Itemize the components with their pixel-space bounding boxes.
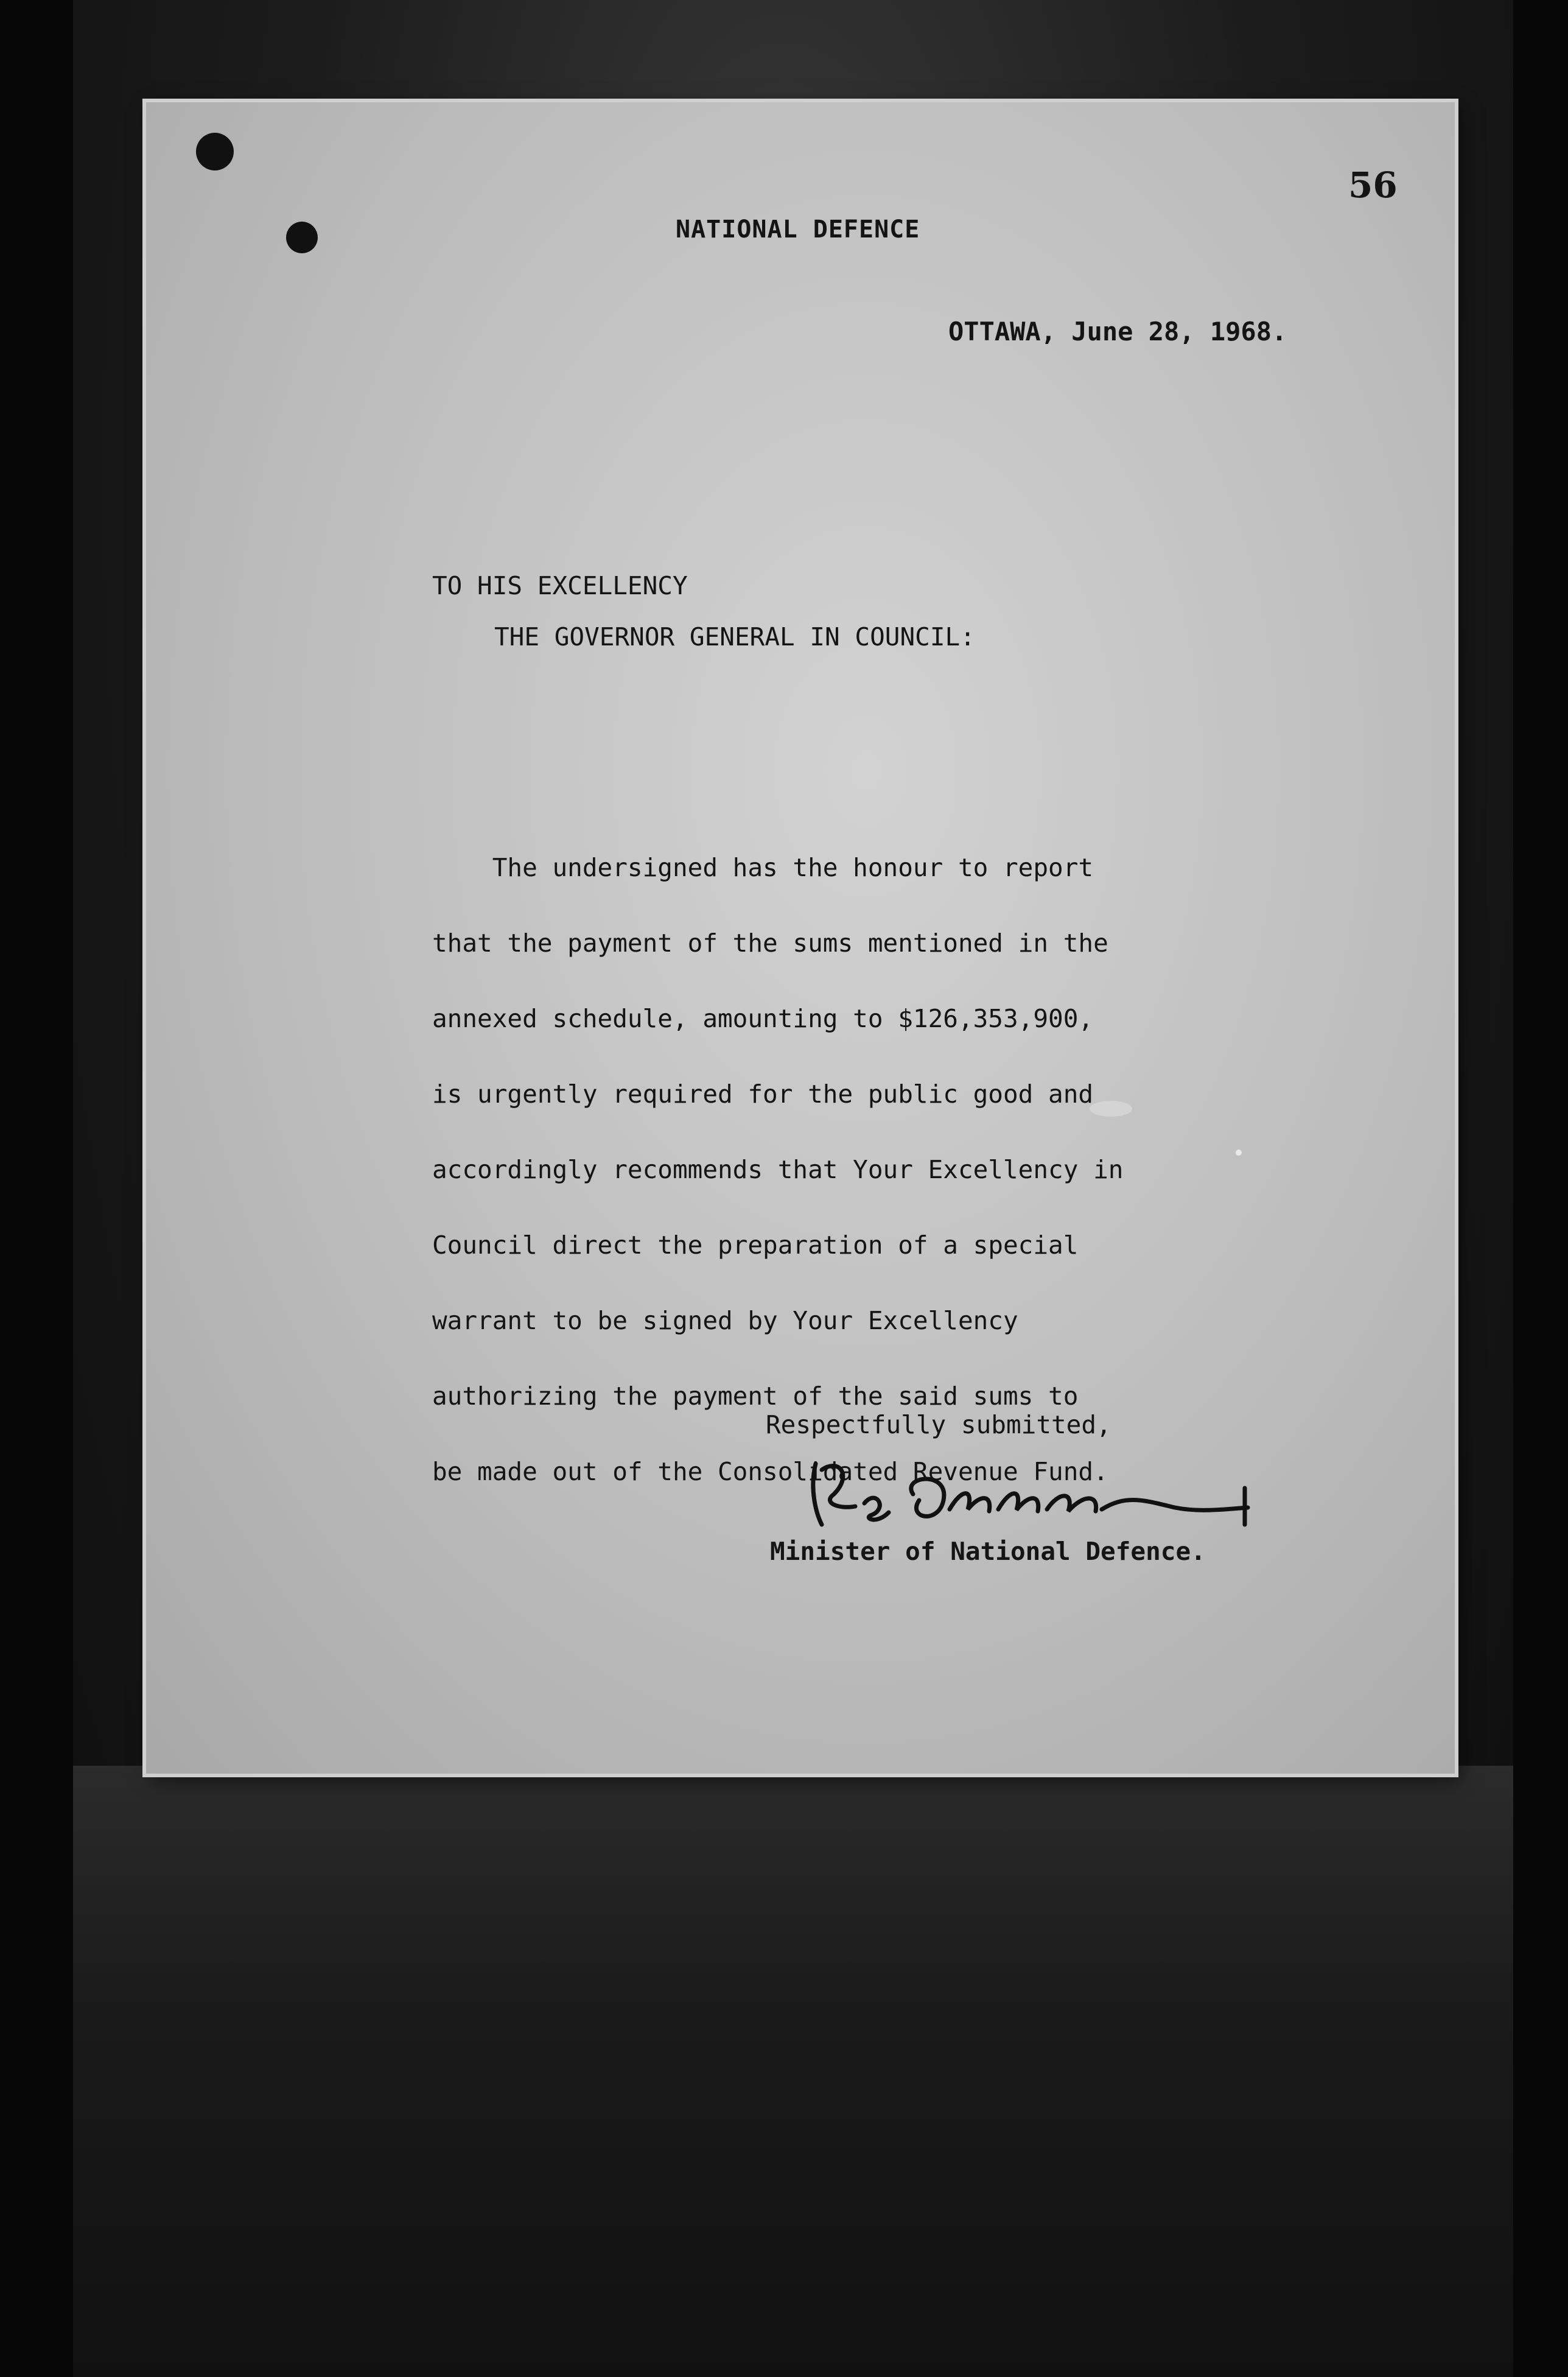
paper-speck <box>1236 1150 1242 1156</box>
body-line: is urgently required for the public good and <box>432 1080 1094 1109</box>
body-line: that the payment of the sums mentioned in the <box>432 929 1108 958</box>
left-film-edge <box>0 0 73 2377</box>
punch-hole <box>196 133 234 170</box>
lower-background-shadow <box>0 1766 1568 2377</box>
signatory-title: Minister of National Defence. <box>770 1537 1206 1566</box>
body-line: warrant to be signed by Your Excellency <box>432 1306 1018 1335</box>
paper-glare <box>1090 1101 1132 1117</box>
body-line: Council direct the preparation of a special <box>432 1231 1079 1260</box>
closing-line: Respectfully submitted, <box>766 1410 1111 1439</box>
punch-hole <box>286 222 318 253</box>
body-line: be made out of the Consolidated Revenue Fund. <box>432 1457 1108 1486</box>
page-number: 56 <box>1348 164 1398 206</box>
signature-graphic <box>797 1452 1272 1543</box>
right-film-edge <box>1513 0 1568 2377</box>
body-line: authorizing the payment of the said sums to <box>432 1382 1079 1411</box>
letter-paper <box>146 102 1455 1774</box>
addressee-line: THE GOVERNOR GENERAL IN COUNCIL: <box>494 622 975 651</box>
handwritten-signature <box>797 1452 1272 1543</box>
department-header: NATIONAL DEFENCE <box>676 216 920 244</box>
letter-body <box>432 830 1357 1509</box>
body-line: The undersigned has the honour to report <box>432 853 1094 882</box>
addressee-line: TO HIS EXCELLENCY <box>432 571 688 600</box>
body-line: accordingly recommends that Your Excellency in <box>432 1155 1124 1184</box>
dateline: OTTAWA, June 28, 1968. <box>948 317 1287 346</box>
body-line: annexed schedule, amounting to $126,353,900, <box>432 1004 1094 1033</box>
